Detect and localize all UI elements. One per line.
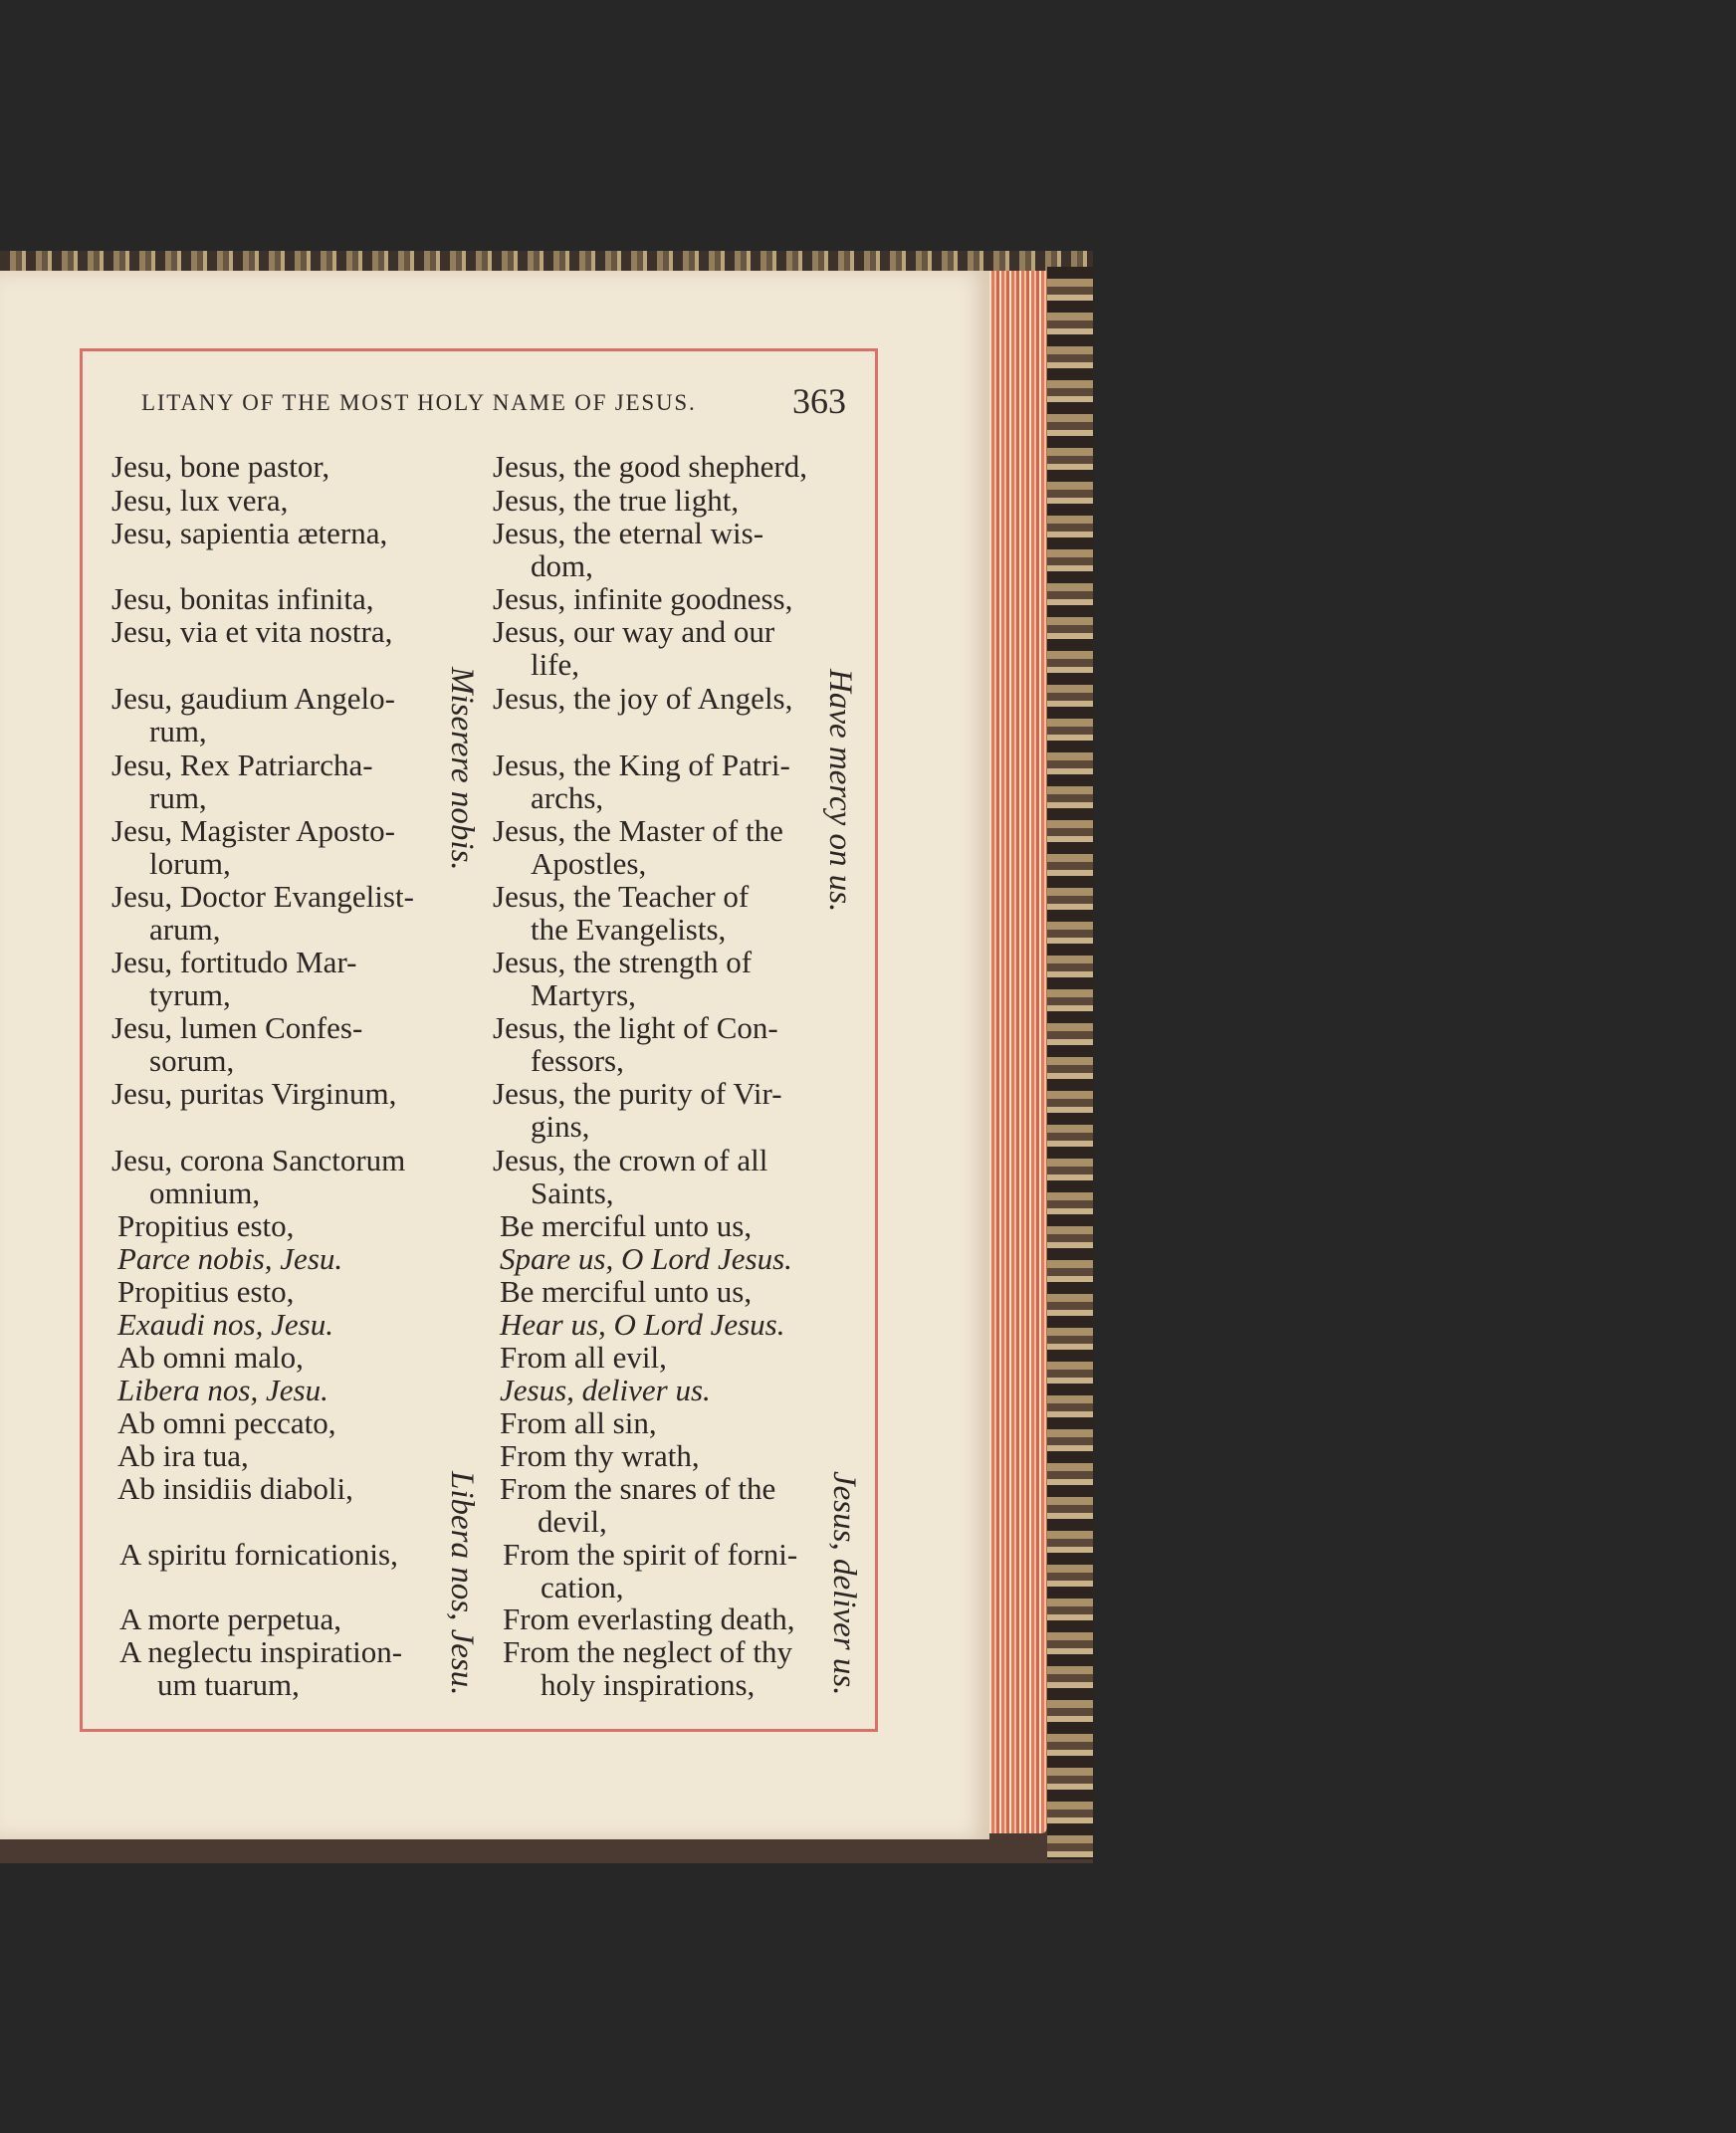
english-line: Jesus, the light of Con- xyxy=(493,1010,778,1045)
latin-line: arum, xyxy=(149,912,221,947)
english-line: From all sin, xyxy=(500,1405,657,1440)
latin-line: lorum, xyxy=(149,846,231,881)
latin-line: um tuarum, xyxy=(157,1667,300,1702)
latin-line: Jesu, Rex Patriarcha- xyxy=(111,747,373,782)
response-have-mercy-on-us: Have mercy on us. xyxy=(822,669,858,913)
latin-line: omnium, xyxy=(149,1175,261,1210)
english-line: From the neglect of thy xyxy=(503,1634,792,1669)
latin-line: Jesu, gaudium Angelo- xyxy=(111,681,395,716)
running-head-title: LITANY OF THE MOST HOLY NAME OF JESUS. xyxy=(141,390,697,415)
english-line: Jesus, the King of Patri- xyxy=(493,747,790,782)
english-line: From all evil, xyxy=(500,1340,667,1375)
english-line: Apostles, xyxy=(531,846,647,881)
latin-line: Propitius esto, xyxy=(117,1274,295,1309)
latin-line: rum, xyxy=(149,780,207,815)
latin-line: Propitius esto, xyxy=(117,1208,295,1243)
gilt-spine-edge xyxy=(1047,267,1093,1859)
page-number: 363 xyxy=(792,381,846,421)
latin-line: Ab ira tua, xyxy=(117,1438,249,1473)
english-line: archs, xyxy=(531,780,604,815)
english-line: Jesus, the Master of the xyxy=(493,813,783,848)
english-line: From everlasting death, xyxy=(503,1601,795,1636)
latin-line: Jesu, bone pastor, xyxy=(111,449,330,484)
response-jesus-deliver-us: Jesus, deliver us. xyxy=(826,1471,862,1696)
english-line: Saints, xyxy=(531,1175,614,1210)
english-line: Hear us, O Lord Jesus. xyxy=(500,1307,785,1342)
latin-line: Ab insidiis diaboli, xyxy=(117,1471,353,1506)
english-line: Jesus, our way and our xyxy=(493,614,775,649)
english-line: Jesus, the Teacher of xyxy=(493,879,750,914)
latin-line: Exaudi nos, Jesu. xyxy=(117,1307,333,1342)
english-line: life, xyxy=(531,647,580,682)
latin-line: A neglectu inspiration- xyxy=(119,1634,403,1669)
english-line: devil, xyxy=(538,1504,607,1539)
latin-line: A spiritu fornicationis, xyxy=(119,1537,398,1572)
english-line: From the snares of the xyxy=(500,1471,776,1506)
english-line: Jesus, infinite goodness, xyxy=(493,581,793,616)
english-line: dom, xyxy=(531,548,593,583)
latin-line: Ab omni peccato, xyxy=(117,1405,336,1440)
latin-line: Jesu, sapientia æterna, xyxy=(111,516,388,550)
english-line: fessors, xyxy=(531,1043,624,1078)
red-page-edges xyxy=(981,271,1047,1833)
english-line: Jesus, the eternal wis- xyxy=(493,516,764,550)
english-line: Be merciful unto us, xyxy=(500,1208,753,1243)
english-line: the Evangelists, xyxy=(531,912,727,947)
latin-line: Jesu, corona Sanctorum xyxy=(111,1143,406,1177)
english-line: Jesus, the good shepherd, xyxy=(493,449,807,484)
latin-line: Jesu, fortitudo Mar- xyxy=(111,945,357,979)
english-line: Martyrs, xyxy=(531,977,636,1012)
english-line: Jesus, the joy of Angels, xyxy=(493,681,793,716)
response-libera-nos-jesu: Libera nos, Jesu. xyxy=(444,1471,480,1696)
latin-line: Jesu, Doctor Evangelist- xyxy=(111,879,414,914)
english-line: Jesus, the crown of all xyxy=(493,1143,768,1177)
latin-line: Jesu, puritas Virginum, xyxy=(111,1076,397,1111)
latin-line: Parce nobis, Jesu. xyxy=(117,1241,343,1276)
english-line: Jesus, the purity of Vir- xyxy=(493,1076,782,1111)
latin-line: rum, xyxy=(149,714,207,748)
latin-line: Jesu, bonitas infinita, xyxy=(111,581,374,616)
english-line: From thy wrath, xyxy=(500,1438,700,1473)
latin-line: sorum, xyxy=(149,1043,235,1078)
english-line: Be merciful unto us, xyxy=(500,1274,753,1309)
latin-line: Jesu, lumen Confes- xyxy=(111,1010,363,1045)
english-line: holy inspirations, xyxy=(541,1667,756,1702)
latin-line: Ab omni malo, xyxy=(117,1340,304,1375)
english-line: Spare us, O Lord Jesus. xyxy=(500,1241,792,1276)
latin-line: Jesu, lux vera, xyxy=(111,483,289,518)
english-line: Jesus, deliver us. xyxy=(500,1373,711,1407)
english-line: From the spirit of forni- xyxy=(503,1537,798,1572)
latin-line: Jesu, Magister Aposto- xyxy=(111,813,396,848)
english-line: Jesus, the true light, xyxy=(493,483,740,518)
running-head xyxy=(129,376,846,426)
english-line: cation, xyxy=(541,1570,624,1604)
latin-line: A morte perpetua, xyxy=(119,1601,341,1636)
english-line: gins, xyxy=(531,1109,590,1144)
latin-line: tyrum, xyxy=(149,977,231,1012)
latin-line: Jesu, via et vita nostra, xyxy=(111,614,393,649)
latin-line: Libera nos, Jesu. xyxy=(117,1373,328,1407)
english-line: Jesus, the strength of xyxy=(493,945,753,979)
response-miserere-nobis: Miserere nobis. xyxy=(444,667,480,871)
